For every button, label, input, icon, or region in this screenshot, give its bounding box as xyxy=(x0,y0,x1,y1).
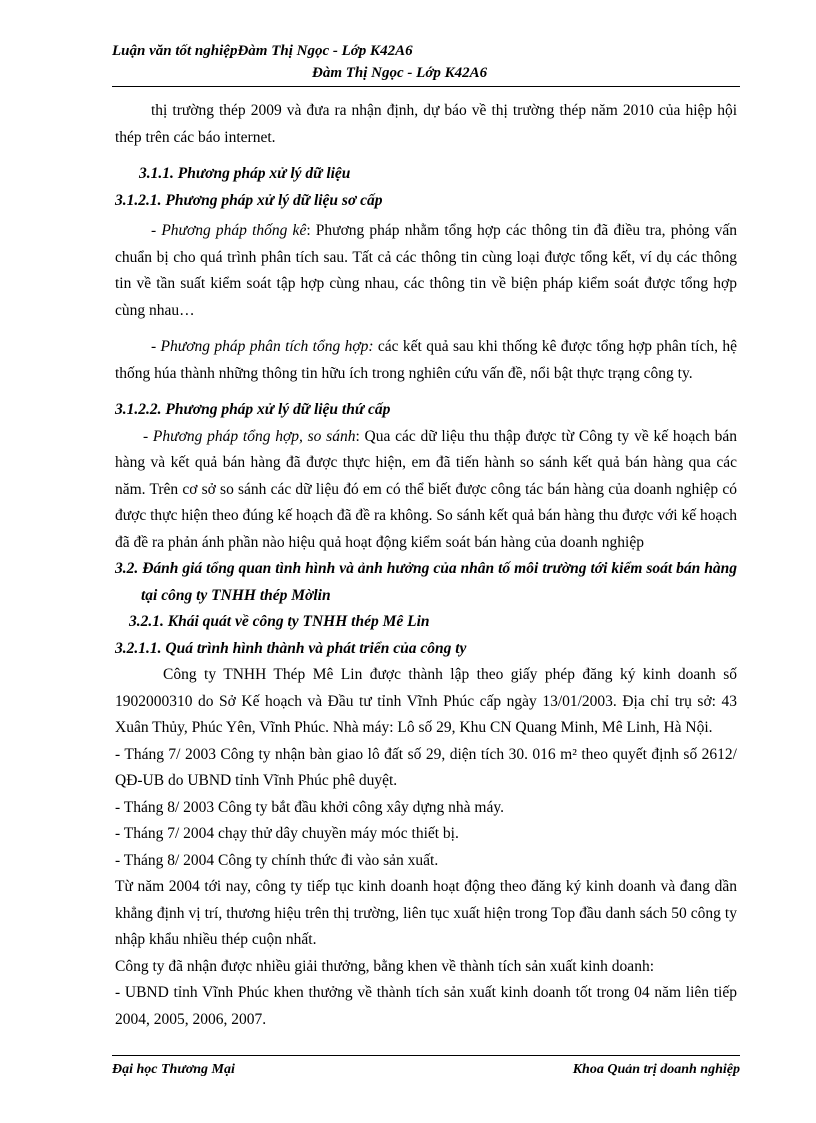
method-text-phan-tich: các kết quả sau khi thống kê được tổng hợp phân tích, hệ thống húa thành những thông tin hữu ích trong nghiên cứu vấn đề, nổi bật thực trạng công ty. xyxy=(115,338,737,382)
paragraph-so-sanh xyxy=(115,424,737,557)
footer-faculty: Khoa Quản trị doanh nghiệp xyxy=(572,1062,740,1077)
heading-3-2-1-1: 3.2.1.1. Quá trình hình thành và phát triển của công ty xyxy=(115,639,467,657)
bullet-4: - Tháng 8/ 2004 Công ty chính thức đi vào sản xuất. xyxy=(115,851,439,869)
header-rule xyxy=(112,86,740,87)
bullet-1: - Tháng 7/ 2003 Công ty nhận bàn giao lô đất số 29, diện tích 30. 016 m² theo quyết định số 2612/ QĐ-UB do UBND tỉnh Vĩnh Phúc phê duyệt. xyxy=(115,745,737,789)
footer-rule xyxy=(112,1055,740,1056)
heading-3-1-2-1: 3.1.2.1. Phương pháp xử lý dữ liệu sơ cấp xyxy=(115,191,383,209)
paragraph-phan-tich xyxy=(115,334,737,387)
paragraph-thong-ke xyxy=(115,218,737,324)
heading-3-1-1: 3.1.1. Phương pháp xử lý dữ liệu xyxy=(139,165,351,182)
header-line-1: Luận văn tốt nghiệpĐàm Thị Ngọc - Lớp K42A6 xyxy=(112,43,413,59)
heading-3-1-2-2: 3.1.2.2. Phương pháp xử lý dữ liệu thứ cấp xyxy=(115,401,391,418)
intro-paragraph: thị trường thép 2009 và đưa ra nhận định, dự báo về thị trường thép năm 2010 của hiệp hội thép trên các báo internet. xyxy=(115,102,737,146)
heading-3-2-1: 3.2.1. Khái quát về công ty TNHH thép Mê Lin xyxy=(129,613,430,630)
paragraph-since-2004: Từ năm 2004 tới nay, công ty tiếp tục kinh doanh hoạt động theo đăng ký kinh doanh và đang dần khẳng định vị trí, thương hiệu trên thị trường, liên tục xuất hiện trong Top đầu danh sách 50 công ty nhập khẩu nhiều thép cuộn nhất. xyxy=(115,878,737,948)
heading-3-2: 3.2. Đánh giá tổng quan tình hình và ảnh hưởng của nhân tố môi trường tới kiểm soát bán hàng tại công ty TNHH thép Mờlin xyxy=(115,560,737,604)
award-item-1: - UBND tỉnh Vĩnh Phúc khen thưởng về thành tích sản xuất kinh doanh tốt trong 04 năm liên tiếp 2004, 2005, 2006, 2007. xyxy=(115,984,737,1028)
footer-university: Đại học Thương Mại xyxy=(112,1062,235,1077)
page-header xyxy=(112,40,740,84)
bullet-3: - Tháng 7/ 2004 chạy thử dây chuyền máy móc thiết bị. xyxy=(115,825,459,842)
bullet-2: - Tháng 8/ 2003 Công ty bắt đầu khởi công xây dựng nhà máy. xyxy=(115,798,504,816)
paragraph-awards: Công ty đã nhận được nhiều giải thưởng, bằng khen về thành tích sản xuất kinh doanh: xyxy=(115,957,654,975)
method-label-so-sanh: - Phương pháp tổng hợp, so sánh xyxy=(143,427,356,445)
method-label-phan-tich: - Phương pháp phân tích tổng hợp: xyxy=(151,338,374,355)
method-label-thong-ke: - Phương pháp thống kê xyxy=(151,222,307,239)
method-text-thong-ke: : Phương pháp nhằm tổng hợp các thông tin đã điều tra, phỏng vấn chuẩn bị cho quá trình phân tích sau. Tất cả các thông tin cùng loại được tổng kết, ví dụ các thông tin về tần suất kiểm soát tập hợp cùng nhau, các thông tin về biện pháp kiểm soát được tổng hợp cùng nhau… xyxy=(115,222,737,319)
method-text-so-sanh: : Qua các dữ liệu thu thập được từ Công ty về kế hoạch bán hàng và kết quả bán hàng đã được thực hiện, em đã tiến hành so sánh kết quả bán hàng qua các năm. Trên cơ sở so sánh các dữ liệu đó em có thể biết được công tác bán hàng của doanh nghiệp có được thực hiện theo đúng kế hoạch đã đề ra không. So sánh kết quả bán hàng thu được với kế hoạch đã đề ra phản ánh phần nào hiệu quả hoạt động kiểm soát bán hàng của doanh nghiệp xyxy=(115,427,737,551)
header-line-2: Đàm Thị Ngọc - Lớp K42A6 xyxy=(312,65,488,81)
paragraph-company: Công ty TNHH Thép Mê Lin được thành lập theo giấy phép đăng ký kinh doanh số 1902000310 do Sở Kế hoạch và Đầu tư tỉnh Vĩnh Phúc cấp ngày 13/01/2003. Địa chỉ trụ sở: 43 Xuân Thủy, Phúc Yên, Vĩnh Phúc. Nhà máy: Lô số 29, Khu CN Quang Minh, Mê Linh, Hà Nội. xyxy=(115,666,737,736)
page-body xyxy=(115,98,737,1033)
